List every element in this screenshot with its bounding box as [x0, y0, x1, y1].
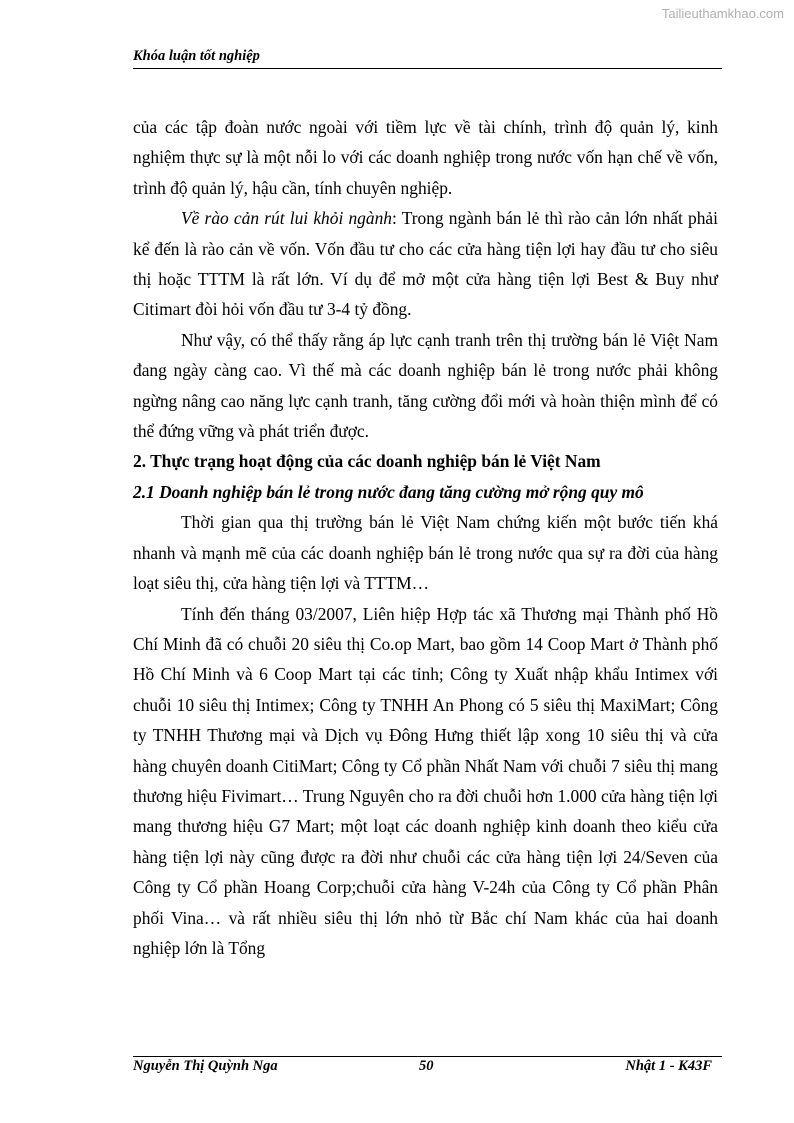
- paragraph-4: Thời gian qua thị trường bán lẻ Việt Nam chứng kiến một bước tiến khá nhanh và mạnh mẽ của các doanh nghiệp bán lẻ trong nước qua sự ra đời của hàng loạt siêu thị, cửa hàng tiện lợi và TTTM…: [133, 512, 718, 594]
- paragraph-2: [133, 203, 718, 325]
- paragraph-5: Tính đến tháng 03/2007, Liên hiệp Hợp tác xã Thương mại Thành phố Hồ Chí Minh đã có chuỗi 20 siêu thị Co.op Mart, bao gồm 14 Coop Mart ở Thành phố Hồ Chí Minh và 6 Coop Mart tại các tỉnh; Công ty Xuất nhập khẩu Intimex với chuỗi 10 siêu thị Intimex; Công ty TNHH An Phong có 5 siêu thị MaxiMart; Công ty TNHH Thương mại và Dịch vụ Đông Hưng thiết lập xong 10 siêu thị và cửa hàng chuyên doanh CitiMart; Công ty Cổ phần Nhất Nam với chuỗi 7 siêu thị mang thương hiệu Fivimart… Trung Nguyên cho ra đời chuỗi hơn 1.000 cửa hàng tiện lợi mang thương hiệu G7 Mart; một loạt các doanh nghiệp kinh doanh theo kiểu cửa hàng tiện lợi này cũng được ra đời như chuỗi các cửa hàng tiện lợi 24/Seven của Công ty Cổ phần Hoang Corp;chuỗi cửa hàng V-24h của Công ty Cổ phần Phân phối Vina… và rất nhiều siêu thị lớn nhỏ từ Bắc chí Nam khác của hai doanh nghiệp lớn là Tổng: [133, 603, 718, 958]
- page-header-title: Khóa luận tốt nghiệp: [133, 48, 260, 64]
- paragraph-2-italic: Về rào cản rút lui khỏi ngành: [181, 208, 392, 229]
- footer-page-number: 50: [419, 1058, 434, 1074]
- footer-class-label: Nhật 1 - K43F: [625, 1058, 712, 1074]
- paragraph-2-rest: : Trong ngành bán lẻ thì rào cản lớn nhất phải kể đến là rào cản về vốn. Vốn đầu tư cho các cửa hàng tiện lợi hay đầu tư cho siêu thị hoặc TTTM là rất lớn. Ví dụ để mở một cửa hàng tiện lợi Best & Buy như Citimart đòi hỏi vốn đầu tư 3-4 tỷ đồng.: [133, 208, 718, 320]
- footer-divider: [133, 1056, 722, 1057]
- section-heading-2: 2. Thực trạng hoạt động của các doanh nghiệp bán lẻ Việt Nam: [133, 451, 601, 472]
- watermark: Tailieuthamkhao.com: [661, 6, 784, 21]
- document-body: [133, 112, 718, 963]
- paragraph-1: của các tập đoàn nước ngoài với tiềm lực về tài chính, trình độ quản lý, kinh nghiệm thực sự là một nỗi lo với các doanh nghiệp trong nước vốn hạn chế về vốn, trình độ quản lý, hậu cần, tính chuyên nghiệp.: [133, 117, 718, 198]
- paragraph-3: Như vậy, có thể thấy rằng áp lực cạnh tranh trên thị trường bán lẻ Việt Nam đang ngày càng cao. Vì thế mà các doanh nghiệp bán lẻ trong nước phải không ngừng nâng cao năng lực cạnh tranh, tăng cường đổi mới và hoàn thiện mình để có thể đứng vững và phát triển được.: [133, 329, 718, 442]
- subsection-heading-2-1: 2.1 Doanh nghiệp bán lẻ trong nước đang tăng cường mở rộng quy mô: [133, 481, 644, 502]
- header-divider: [133, 68, 722, 69]
- footer-author: Nguyễn Thị Quỳnh Nga: [133, 1058, 278, 1074]
